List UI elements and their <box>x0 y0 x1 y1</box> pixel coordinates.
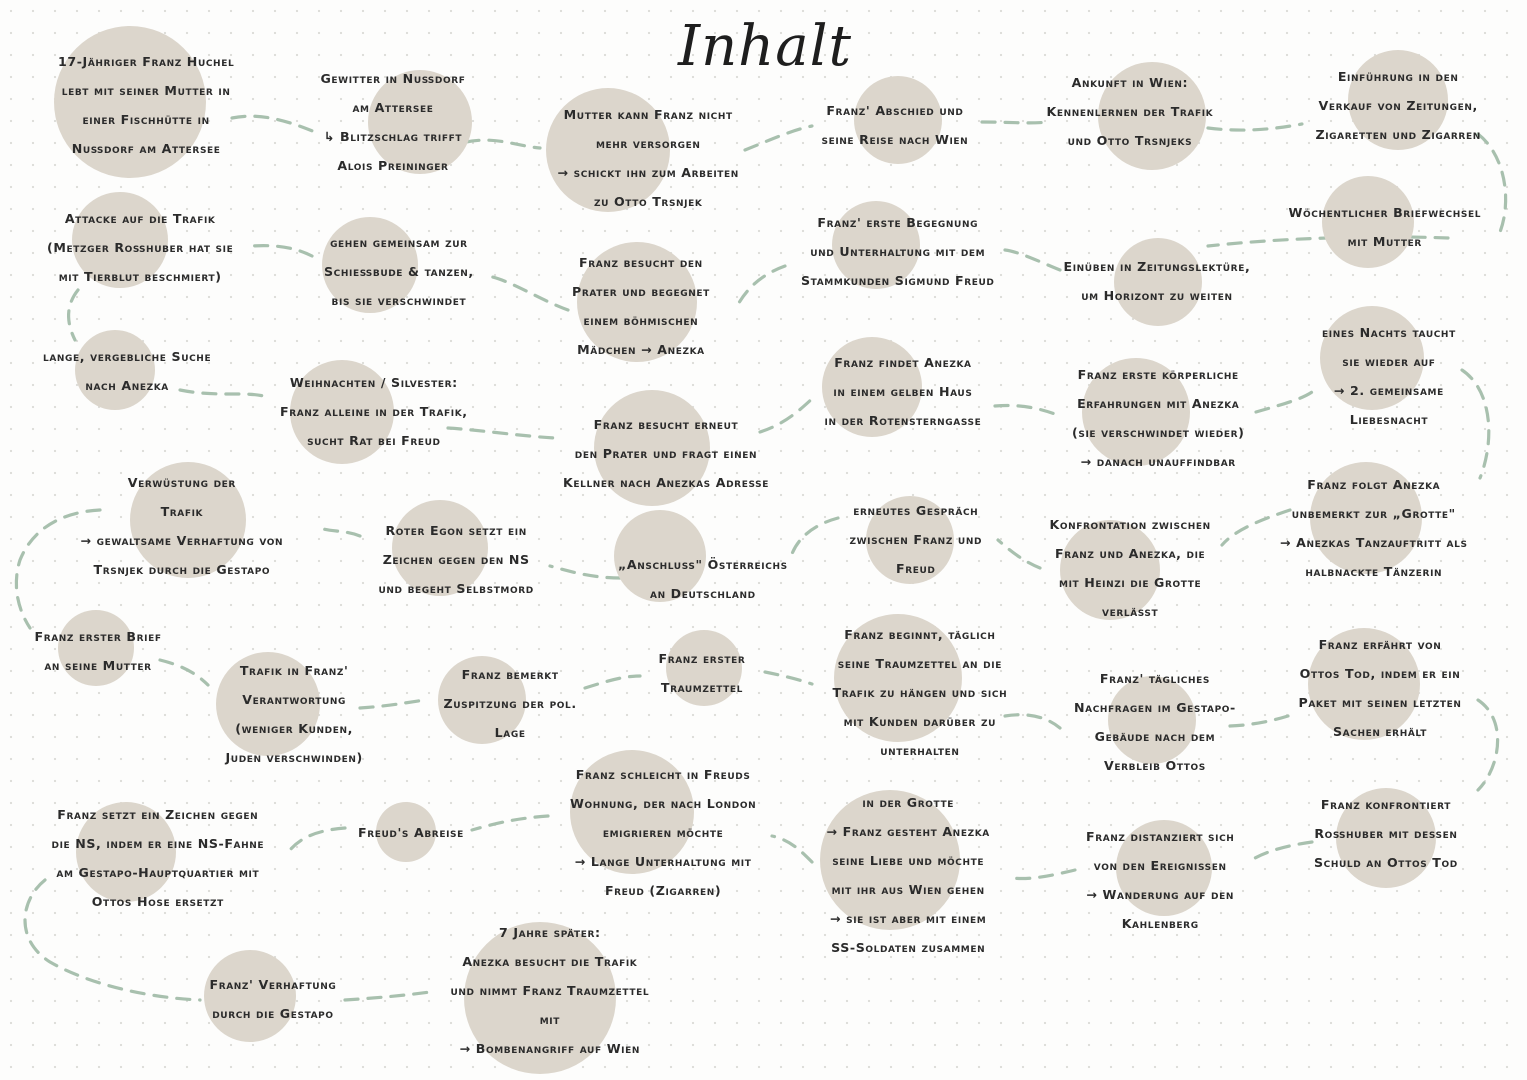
node-text-line: lange, vergebliche Suche <box>43 349 212 364</box>
node-text-line: zu Otto Trsnjek <box>593 194 703 209</box>
node-text-line: Alois Preininger <box>337 158 449 173</box>
node-text-line: Franz schleicht in Freuds <box>575 767 751 782</box>
node-text-line: Franz' tägliches <box>1099 671 1210 686</box>
node-text <box>822 96 969 154</box>
node-text-line: Franz erste körperliche <box>1077 367 1239 382</box>
node-text <box>563 410 769 497</box>
node-text-line: Konfrontation zwischen <box>1049 517 1211 532</box>
connector-path <box>745 126 812 150</box>
node-text-line: Verwüstung der <box>127 475 236 490</box>
node-text <box>618 550 788 608</box>
node-text-line: Franz erfährt von <box>1318 637 1442 652</box>
node-text-line: Franz und Anezka, die <box>1055 546 1206 561</box>
connector-path <box>1462 370 1489 478</box>
node-text-line: Kennenlernen der Trafik <box>1046 104 1214 119</box>
node-text <box>324 228 474 315</box>
node-text-line: durch die Gestapo <box>212 1006 334 1021</box>
node-text-line: Erfahrungen mit Anezka <box>1077 396 1240 411</box>
node-text-line: in der Rotensterngasse <box>824 413 982 428</box>
connector-path <box>320 528 360 536</box>
connector-path <box>585 676 640 688</box>
connector-path <box>765 672 812 684</box>
connector-path <box>1478 134 1506 232</box>
connector-path <box>550 566 620 578</box>
node-text-line: → 2. gemeinsame <box>1333 383 1444 398</box>
node-text-line: unterhalten <box>880 743 960 758</box>
node-text-line: → schickt ihn zum Arbeiten <box>557 165 739 180</box>
node-text-line: → gewaltsame Verhaftung von <box>80 533 284 548</box>
node-text <box>210 970 337 1028</box>
connector-path <box>1230 716 1288 726</box>
node-text <box>833 620 1008 765</box>
connector-path <box>252 246 312 256</box>
node-text <box>35 622 162 680</box>
node-text-line: den Prater und fragt einen <box>574 446 758 461</box>
connector-path <box>1005 250 1060 270</box>
node-text-line: 17-Jähriger Franz Huchel <box>58 54 235 69</box>
node-text-line: seine Reise nach Wien <box>821 132 969 147</box>
node-text-line: eines Nachts taucht <box>1322 325 1456 340</box>
node-text-line: und begeht Selbstmord <box>378 581 534 596</box>
node-text-line: einer Fischhütte in <box>82 112 210 127</box>
node-text-line: → sie ist aber mit einem <box>830 911 987 926</box>
node-text-line: erneutes Gespräch <box>853 503 979 518</box>
node-text-line: Franz besucht den <box>579 255 703 270</box>
node-text <box>1322 318 1456 434</box>
node-text-line: Zigaretten und Zigarren <box>1315 127 1481 142</box>
node-text <box>1289 198 1482 256</box>
node-text <box>827 788 990 962</box>
node-text <box>1047 68 1214 155</box>
connector-path <box>1478 700 1498 790</box>
node-text-line: Trafik zu hängen und sich <box>832 685 1008 700</box>
node-text-line: sie wieder auf <box>1342 354 1436 369</box>
node-text-line: Franz' Verhaftung <box>209 977 337 992</box>
node-text-line: Trsnjek durch die Gestapo <box>93 562 271 577</box>
node-text <box>1074 664 1236 780</box>
node-text-line: nach Anezka <box>85 378 169 393</box>
node-text-line: Gebäude nach dem <box>1094 729 1216 744</box>
node-text-line: Verkauf von Zeitungen, <box>1318 98 1478 113</box>
node-text-line: Franz alleine in der Trafik, <box>280 404 468 419</box>
connector-path <box>995 405 1060 416</box>
node-text-line: Franz findet Anezka <box>834 355 972 370</box>
connector-path <box>290 828 345 850</box>
node-text-line: mit Tierblut beschmiert) <box>58 269 222 284</box>
node-text-line: Franz distanziert sich <box>1086 829 1235 844</box>
node-text-line: Verantwortung <box>242 692 347 707</box>
node-text-line: Franz folgt Anezka <box>1307 477 1441 492</box>
node-text-line: Prater und begegnet <box>572 284 710 299</box>
node-text-line: Gewitter in Nußdorf <box>320 71 466 86</box>
node-text-line: mit Kunden darüber zu <box>843 714 997 729</box>
node-text-line: in der Grotte <box>862 795 954 810</box>
node-text-line: → danach unauffindbar <box>1080 454 1236 469</box>
node-text <box>1314 790 1458 877</box>
node-text-line: Franz bemerkt <box>461 667 559 682</box>
connector-path <box>1005 715 1060 728</box>
node-text <box>801 208 995 295</box>
node-text-line: Schuld an Ottos Tod <box>1314 855 1458 870</box>
node-text-line: (sie verschwindet wieder) <box>1072 425 1245 440</box>
connector-path <box>472 816 548 830</box>
node-text-line: mit <box>539 1012 560 1027</box>
node-text-line: Mädchen → Anezka <box>577 342 705 357</box>
node-text-line: Ottos Hose ersetzt <box>91 894 224 909</box>
node-text <box>444 660 577 747</box>
node-text-line: einem böhmischen <box>583 313 699 328</box>
node-text-line: (weniger Kunden, <box>235 721 353 736</box>
node-text-line: Wöchentlicher Briefwechsel <box>1288 205 1482 220</box>
node-text-line: mehr versorgen <box>595 136 701 151</box>
node-text <box>825 348 982 435</box>
node-text <box>1086 822 1234 938</box>
node-text-line: Juden verschwinden) <box>225 750 363 765</box>
node-text <box>1072 360 1244 476</box>
node-text-line: Wohnung, der nach London <box>570 796 757 811</box>
node-text-line: Zeichen gegen den NS <box>382 552 530 567</box>
node-text-line: unbemerkt zur „Grotte" <box>1291 506 1456 521</box>
connector-path <box>345 992 430 1000</box>
node-text <box>1316 62 1481 149</box>
node-text-line: Kahlenberg <box>1121 916 1199 931</box>
node-text-line: Franz erster <box>658 651 746 666</box>
node-text-line: → Bombenangriff auf Wien <box>459 1041 641 1056</box>
node-text-line: Freud (Zigarren) <box>604 883 722 898</box>
node-text-line: Franz erster Brief <box>34 629 162 644</box>
node-text <box>451 918 650 1063</box>
node-text-line: Liebesnacht <box>1349 412 1429 427</box>
node-text-line: mit Heinzi die Grotte <box>1059 575 1202 590</box>
node-text-line: an Deutschland <box>650 586 756 601</box>
connector-path <box>69 290 78 340</box>
node-text-line: Paket mit seinen letzten <box>1298 695 1462 710</box>
node-text-line: Trafik <box>160 504 204 519</box>
node-text <box>570 760 756 905</box>
node-text-line: seine Traumzettel an die <box>837 656 1002 671</box>
node-text-line: Franz beginnt, täglich <box>844 627 996 642</box>
page-title: Inhalt <box>677 14 853 79</box>
node-text-line: Nußdorf am Attersee <box>71 141 221 156</box>
node-text-line: SS-Soldaten zusammen <box>831 940 986 955</box>
connector-path <box>735 266 785 310</box>
node-text-line: Zuspitzung der pol. <box>443 696 577 711</box>
node-text-line: Weihnachten / Silvester: <box>289 375 458 390</box>
node-text-line: an seine Mutter <box>44 658 152 673</box>
node-text-line: um Horizont zu weiten <box>1081 288 1233 303</box>
node-text-line: Ankunft in Wien: <box>1071 75 1189 90</box>
node-text-line: emigrieren möchte <box>602 825 724 840</box>
node-text-line: verlässt <box>1102 604 1159 619</box>
node-text-line: Nachfragen im Gestapo- <box>1074 700 1236 715</box>
node-text-line: Trafik in Franz' <box>239 663 349 678</box>
node-text-line: am Gestapo-Hauptquartier mit <box>56 865 260 880</box>
node-text-line: zwischen Franz und <box>849 532 983 547</box>
node-text <box>850 496 983 583</box>
node-text <box>47 204 233 291</box>
connector-path <box>1256 392 1312 412</box>
node-text-line: Verbleib Ottos <box>1103 758 1206 773</box>
node-text <box>558 100 739 216</box>
node-text <box>52 800 265 916</box>
node-text-line: Kellner nach Anezkas Adresse <box>563 475 769 490</box>
node-text-line: Attacke auf die Trafik <box>64 211 216 226</box>
node-text <box>572 248 710 364</box>
node-text-line: → Anezkas Tanzauftritt als <box>1280 535 1468 550</box>
connector-path <box>772 836 812 862</box>
node-text-line: mit Mutter <box>1347 234 1422 249</box>
node-text <box>58 47 234 163</box>
node-text-line: Einführung in den <box>1337 69 1459 84</box>
connector-path <box>488 276 568 310</box>
node-text <box>81 468 284 584</box>
connector-path <box>998 540 1040 568</box>
node-text <box>1280 470 1468 586</box>
node-text <box>1050 510 1211 626</box>
connector-path <box>1255 842 1312 858</box>
node-text-line: 7 Jahre später: <box>499 925 601 940</box>
node-text-line: Mutter kann Franz nicht <box>563 107 733 122</box>
node-text-line: seine Liebe und möchte <box>832 853 985 868</box>
node-text-line: Ottos Tod, indem er ein <box>1299 666 1461 681</box>
node-text-line: und Otto Trsnjeks <box>1067 133 1193 148</box>
connector-path <box>790 518 838 560</box>
node-text-line: ↳ Blitzschlag trifft <box>323 129 463 144</box>
node-text-line: (Metzger Roßhuber hat sie <box>47 240 234 255</box>
node-text-line: Sachen erhält <box>1333 724 1427 739</box>
connector-path <box>1208 124 1302 130</box>
node-text <box>321 64 466 180</box>
node-text-line: bis sie verschwindet <box>331 293 467 308</box>
node-text <box>1299 630 1462 746</box>
node-text-line: Franz setzt ein Zeichen gegen <box>57 807 259 822</box>
node-text-line: Stammkunden Sigmund Freud <box>801 273 995 288</box>
node-text-line: in einem gelben Haus <box>833 384 973 399</box>
node-text-line: Anezka besucht die Trafik <box>462 954 638 969</box>
node-text-line: von den Ereignissen <box>1093 858 1227 873</box>
node-text-line: Freud's Abreise <box>358 825 464 840</box>
node-text-line: lebt mit seiner Mutter in <box>61 83 231 98</box>
node-text-line: gehen gemeinsam zur <box>330 235 468 250</box>
node-text-line: Lage <box>494 725 526 740</box>
node-text-line: Freud <box>896 561 936 576</box>
connector-path <box>360 700 425 708</box>
node-text-line: Schießbude & tanzen, <box>324 264 474 279</box>
node-text-line: die NS, indem er eine NS-Fahne <box>51 836 265 851</box>
node-text-line: Franz' erste Begegnung <box>817 215 979 230</box>
node-text-line: Traumzettel <box>660 680 744 695</box>
node-text-line: halbnackte Tänzerin <box>1305 564 1443 579</box>
node-text <box>659 644 746 702</box>
node-text-line: Roter Egon setzt ein <box>385 523 527 538</box>
node-text <box>358 818 464 847</box>
node-text-line: → Lange Unterhaltung mit <box>574 854 752 869</box>
node-text-line: Franz besucht erneut <box>593 417 739 432</box>
node-text-line: am Attersee <box>352 100 434 115</box>
node-text-line: Einüben in Zeitungslektüre, <box>1063 259 1251 274</box>
node-text-line: mit ihr aus Wien gehen <box>831 882 985 897</box>
node-text-line: Franz konfrontiert <box>1320 797 1451 812</box>
node-text-line: Roßhuber mit dessen <box>1314 826 1458 841</box>
node-text <box>1064 252 1251 310</box>
node-text <box>280 368 468 455</box>
connector-path <box>982 122 1048 123</box>
node-text <box>43 342 211 400</box>
node-text-line: → Franz gesteht Anezka <box>826 824 990 839</box>
node-text-line: Franz' Abschied und <box>826 103 964 118</box>
connector-path <box>1012 870 1075 879</box>
connector-path <box>232 116 315 132</box>
node-text-line: und nimmt Franz Traumzettel <box>450 983 650 998</box>
node-text-line: und Unterhaltung mit dem <box>810 244 986 259</box>
node-text-line: → Wanderung auf den <box>1086 887 1234 902</box>
connector-path <box>466 140 540 148</box>
node-text <box>226 656 363 772</box>
node-text <box>379 516 534 603</box>
node-text-line: sucht Rat bei Freud <box>307 433 441 448</box>
connector-path <box>160 660 208 685</box>
node-text-line: „Anschluss" Österreichs <box>618 557 788 572</box>
